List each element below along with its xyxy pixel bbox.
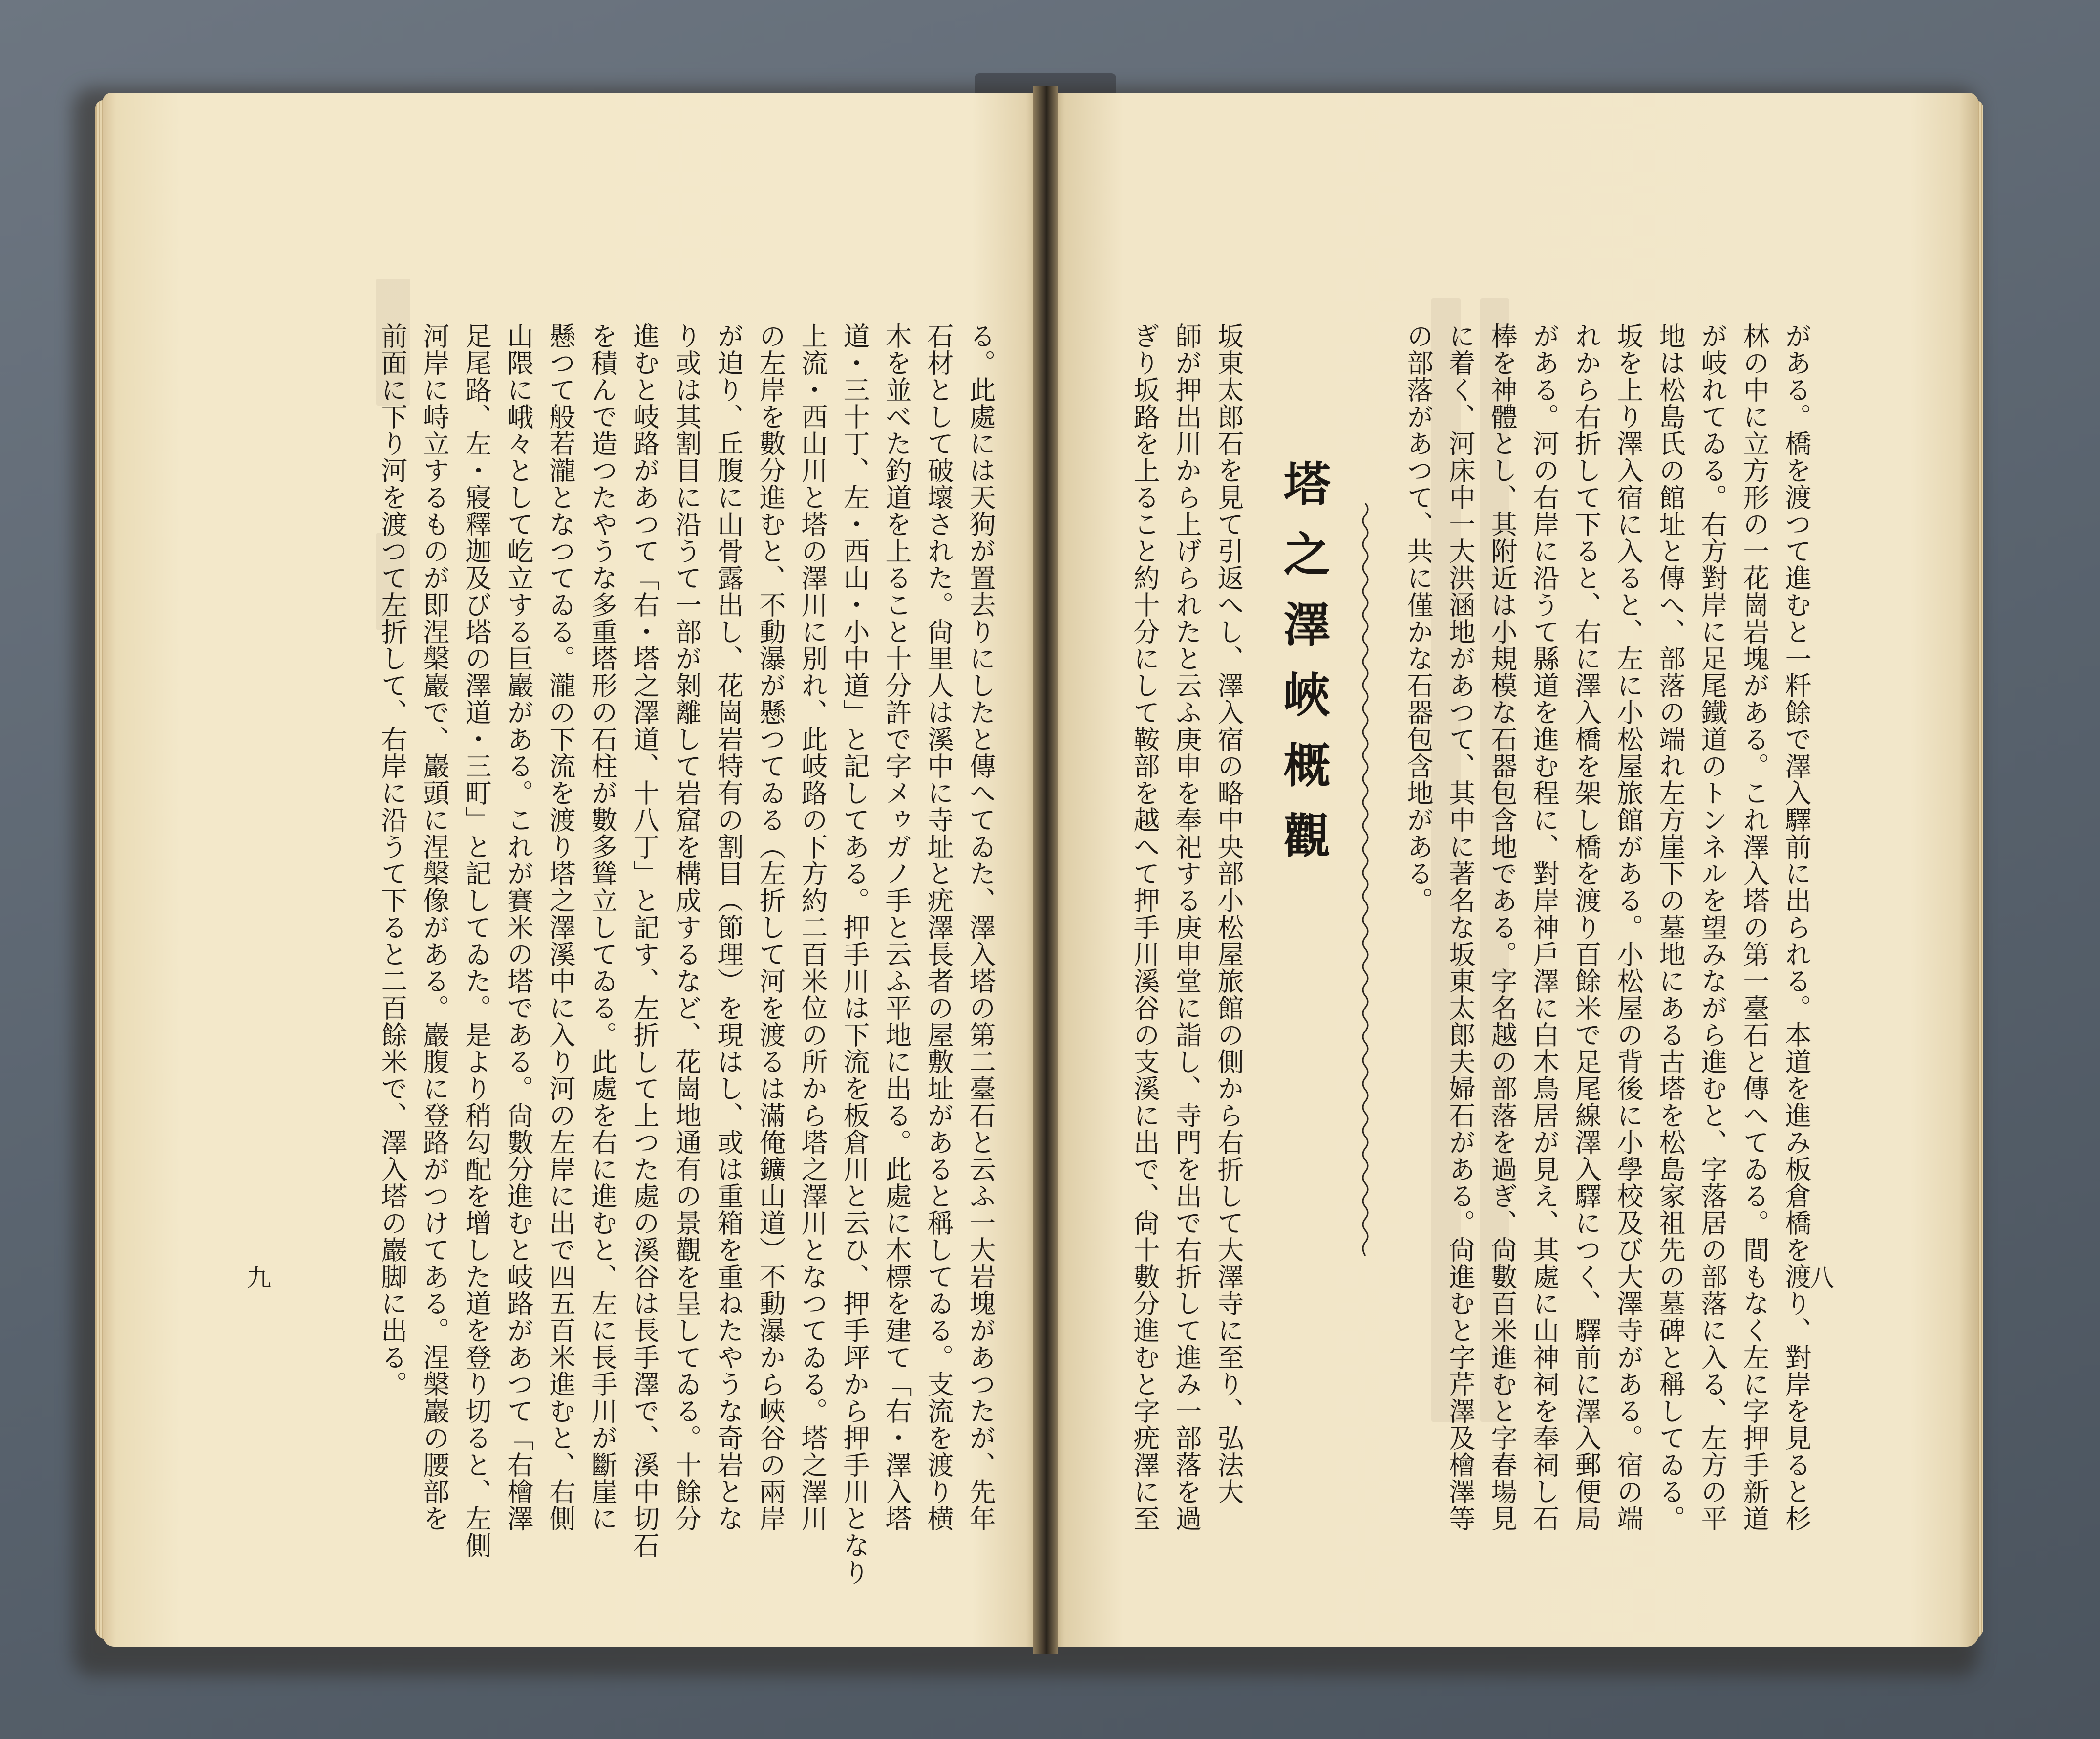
text-line: 道・三十丁、左・西山・小中道」と記してある。押手川は下流を板倉川と云ひ、押手坪から押手川となり	[839, 322, 870, 1586]
text-line: 石材として破壞された。尙里人は溪中に寺址と疣澤長者の屋敷址があると稱してゐる。支流を渡り横	[923, 322, 954, 1532]
text-line: を積んで造つたやうな多重塔形の石柱が數多聳立してゐる。此處を右に進むと、左に長手川が斷崖に	[587, 322, 618, 1532]
text-line: 河岸に峙立するものが即涅槃巖で、巖頭に涅槃像がある。巖腹に登路がつけてある。涅槃巖の腰部を	[419, 322, 450, 1532]
text-line: 懸つて般若瀧となつてゐる。瀧の下流を渡り塔之澤溪中に入り河の左岸に出で四五百米進むと、右側	[545, 322, 576, 1532]
page-number: 九	[247, 1264, 271, 1292]
text-line: の部落があつて、共に僅かな石器包含地がある。	[1403, 322, 1434, 914]
right-page-text-bottom	[1124, 322, 1250, 1532]
section-heading: 塔之澤峽概觀	[1276, 459, 1331, 881]
text-line: り或は其割目に沿うて一部が剝離して岩窟を構成するなど、花崗地通有の景觀を呈してゐる。十餘分	[671, 322, 702, 1532]
text-line: 上流・西山川と塔の澤川に別れ、此岐路の下方約二百米位の所から塔之澤川となつてゐる。塔之澤川	[797, 322, 828, 1532]
text-line: ぎり坂路を上ること約十分にして鞍部を越へて押手川溪谷の支溪に出で、尙十數分進むと字疣澤に至	[1129, 322, 1160, 1532]
text-line: がある。橋を渡つて進むと一粁餘で澤入驛前に出られる。本道を進み板倉橋を渡り、對岸を見ると杉	[1781, 322, 1812, 1532]
text-line: の左岸を數分進むと、不動瀑が懸つてゐる（左折して河を渡るは滿俺鑛山道）不動瀑から峽谷の兩岸	[755, 322, 786, 1532]
text-line: る。此處には天狗が置去りにしたと傳へてゐた、澤入塔の第二臺石と云ふ一大岩塊があつたが、先年	[965, 322, 996, 1532]
text-line: が迫り、丘腹に山骨露出し、花崗岩特有の割目（節理）を現はし、或は重箱を重ねたやうな奇岩とな	[713, 322, 744, 1532]
text-line: 前面に下り河を渡つて左折して、右岸に沿うて下ると二百餘米で、澤入塔の巖脚に出る。	[377, 322, 408, 1397]
text-line: 山隈に峨々として屹立する巨巖がある。これが賽米の塔である。尙數分進むと岐路があつて「右檜澤	[503, 322, 534, 1532]
text-line: に着く、河床中一大洪涵地があつて、其中に著名な坂東太郎夫婦石がある。尙進むと字芹澤及檜澤等	[1445, 322, 1476, 1532]
text-line: 足尾路、左・寢釋迦及び塔の澤道・三町」と記してゐた。是より稍勾配を增した道を登り切ると、左側	[461, 322, 492, 1559]
text-line: れから右折して下ると、右に澤入橋を架し橋を渡り百餘米で足尾線澤入驛につく、驛前に澤入郵便局	[1571, 322, 1602, 1532]
text-line: 坂を上り澤入宿に入ると、左に小松屋旅館がある。小松屋の背後に小學校及び大澤寺がある。宿の端	[1613, 322, 1644, 1532]
heading-wavy-rule	[1358, 503, 1373, 1256]
text-line: 師が押出川から上げられたと云ふ庚申を奉祀する庚申堂に詣し、寺門を出で右折して進み一部落を過	[1171, 322, 1202, 1532]
page-number: 八	[1810, 1264, 1834, 1292]
left-page-text	[371, 322, 1001, 1586]
book-gutter	[1033, 86, 1058, 1654]
text-line: 棒を神體とし、其附近は小規模な石器包含地である。字名越の部落を過ぎ、尙數百米進むと字春場見	[1487, 322, 1518, 1532]
text-line: 坂東太郎石を見て引返へし、澤入宿の略中央部小松屋旅館の側から右折して大澤寺に至り、弘法大	[1213, 322, 1244, 1505]
text-line: 地は松島氏の館址と傳へ、部落の端れ左方崖下の墓地にある古塔を松島家祖先の墓碑と稱してゐる。	[1655, 322, 1686, 1532]
text-line: 木を並べた釣道を上ること十分許で字メゥガノ手と云ふ平地に出る。此處に木標を建て「右・澤入塔	[881, 322, 912, 1532]
text-line: 林の中に立方形の一花崗岩塊がある。これ澤入塔の第一臺石と傳へてゐる。間もなく左に字押手新道	[1739, 322, 1770, 1532]
right-page-text-top	[1397, 322, 1817, 1532]
text-line: が岐れてゐる。右方對岸に足尾鐵道のトンネルを望みながら進むと、字落居の部落に入る、左方の平	[1697, 322, 1728, 1532]
text-line: がある。河の右岸に沿うて縣道を進む程に、對岸神戶澤に白木鳥居が見え、其處に山神祠を奉祠し石	[1529, 322, 1560, 1532]
text-line: 進むと岐路があつて「右・塔之澤道、十八丁」と記す、左折して上つた處の溪谷は長手澤で、溪中切石	[629, 322, 660, 1559]
